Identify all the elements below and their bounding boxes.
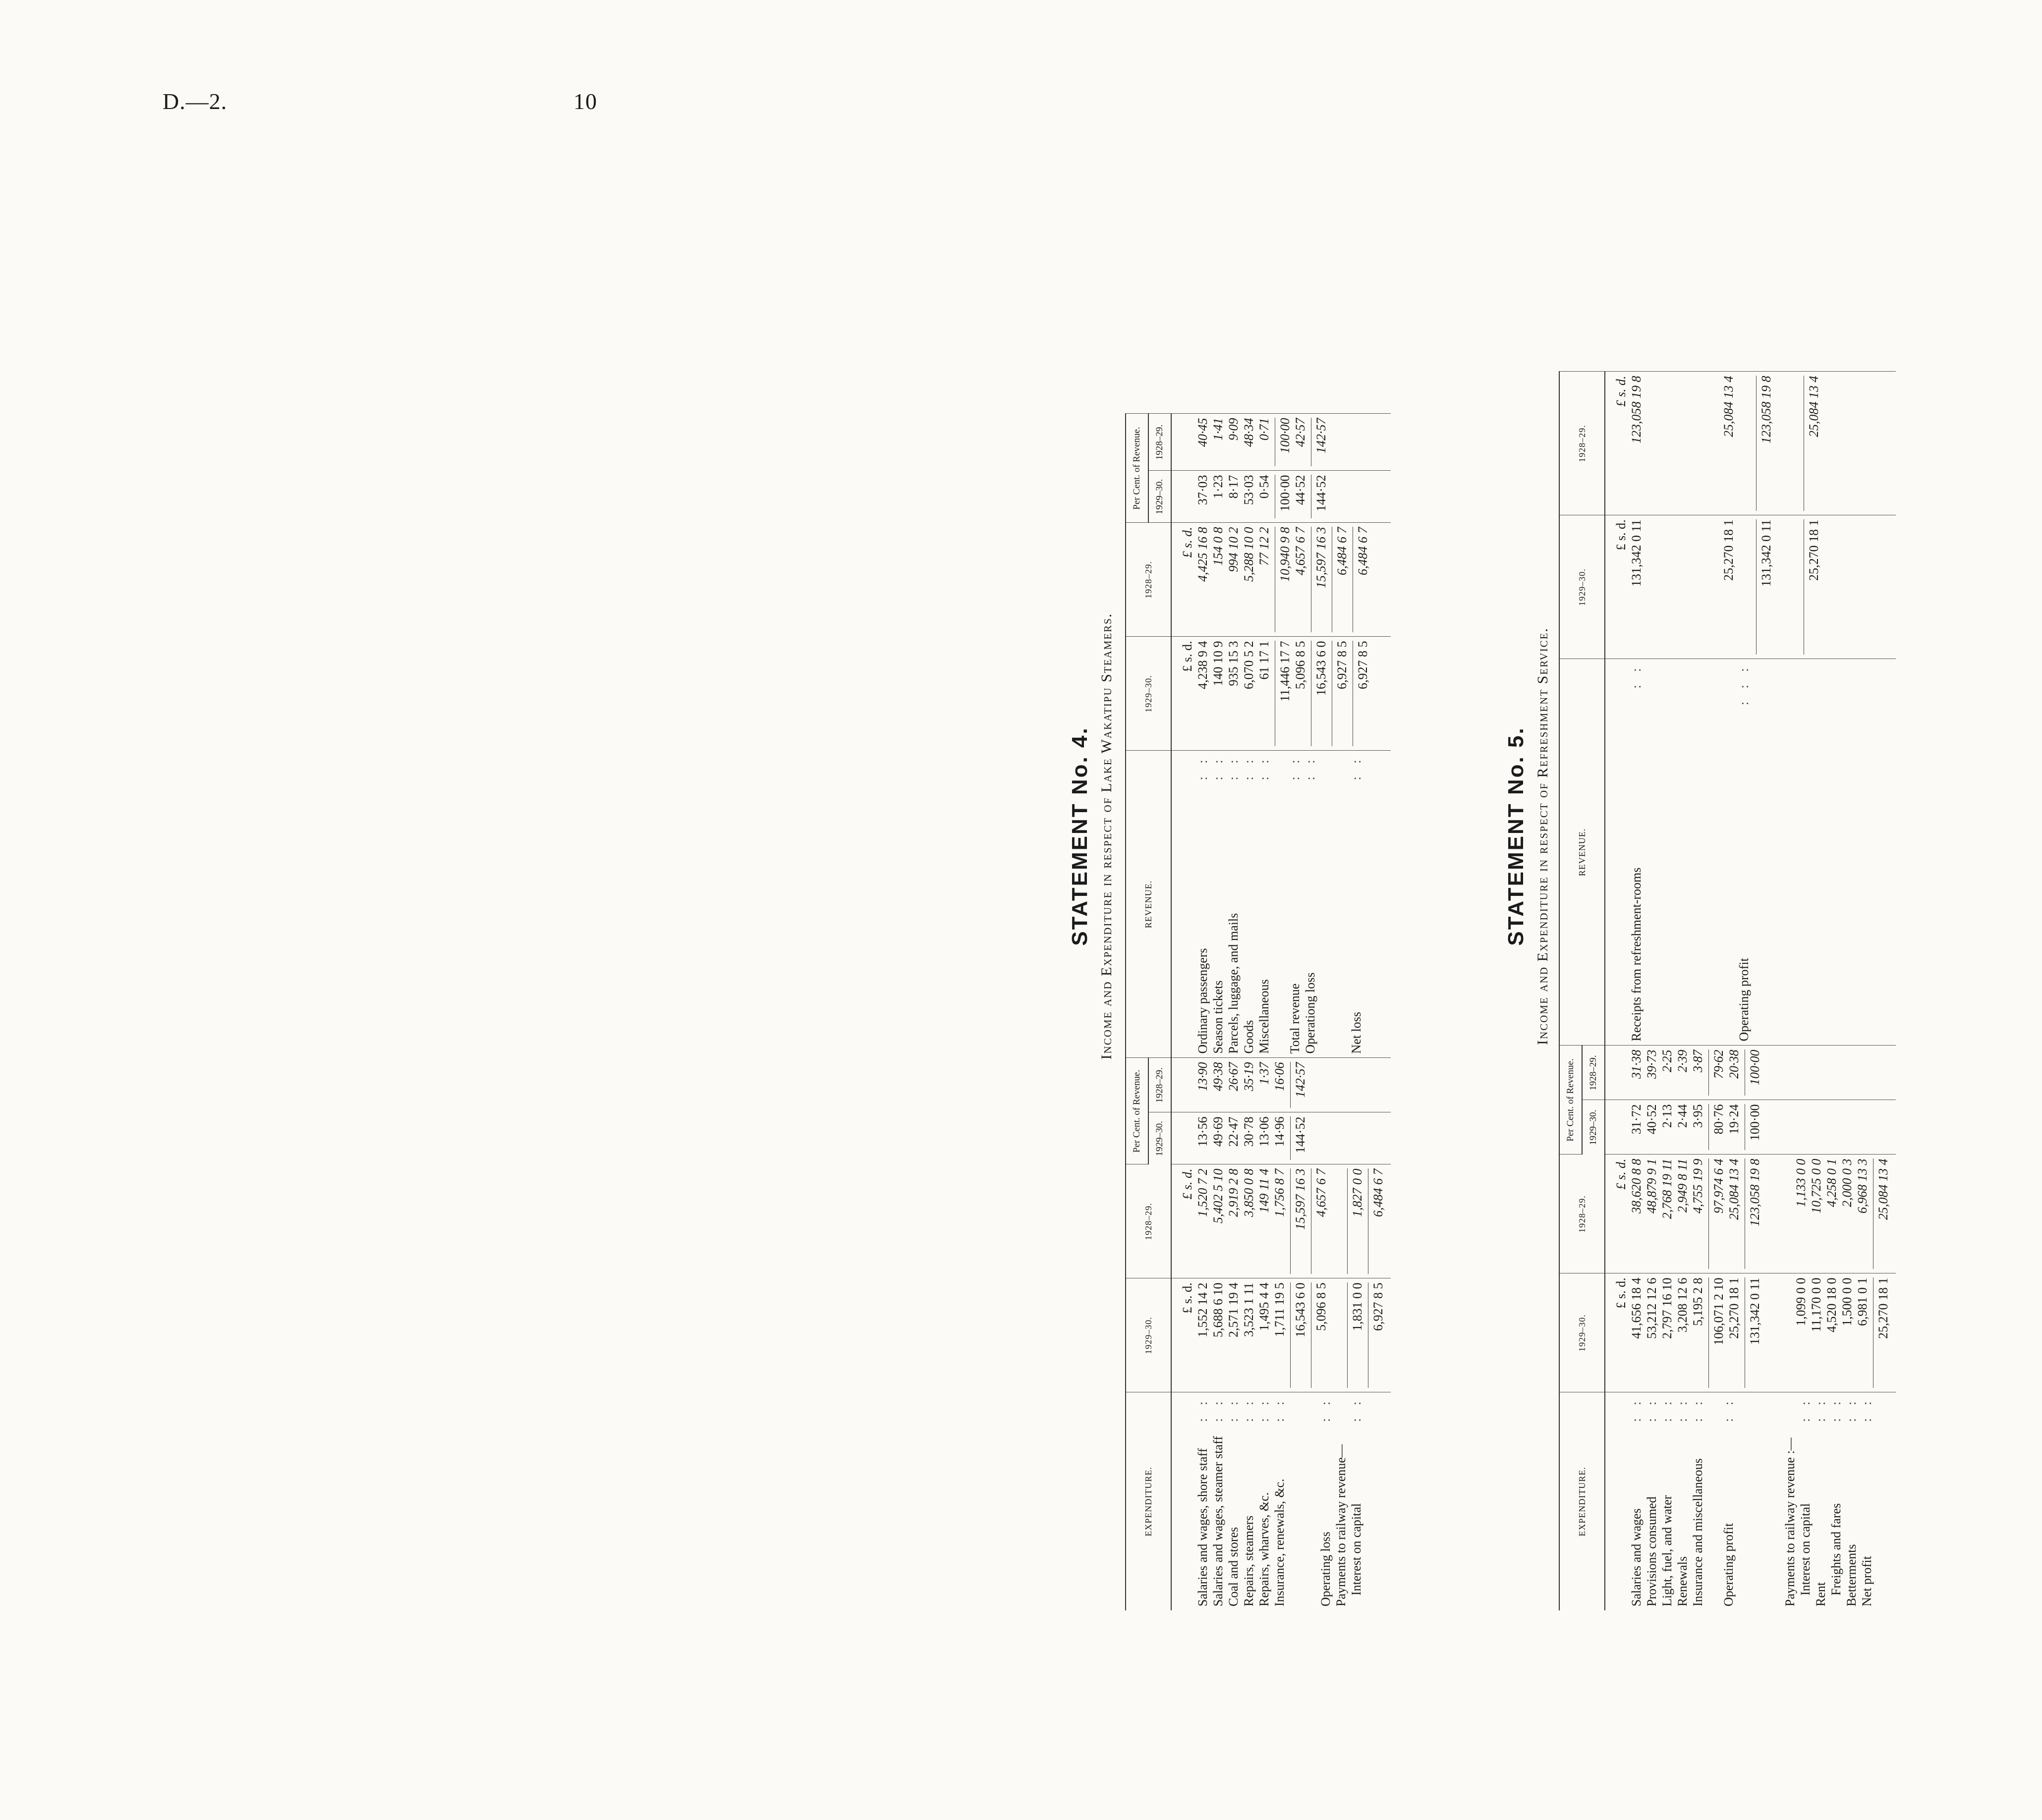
list-item: : : Net loss [1349, 755, 1363, 1054]
expenditure-year-1-5: £ s. d. 41,656 18 4 53,212 12 6 2,797 16 10 3,208 12 6 5,195 2 8 106,071 2 10 25,270 18 1 131,342 0 11 1,099 0 0 11,170 0 0 4,520 18 0 1,500 0 0 6,981 0 1 25,270 18 1 [1605, 1273, 1896, 1392]
statement-5 [1502, 62, 1890, 1610]
col-header-revenue-5: REVENUE. [1559, 659, 1605, 1046]
statement-4-subtitle: Income and Expenditure in respect of Lake Wakatipu Steamers. [1098, 612, 1115, 1060]
expenditure-year-1: £ s. d. 1,552 14 2 5,688 6 10 2,571 19 4 3,523 1 11 1,495 4 4 1,711 19 5 16,543 6 0 5,096 8 5 1,831 0 0 6,927 8 5 [1171, 1278, 1391, 1392]
col-header-rev-pct-year-1: 1929–30. [1148, 471, 1171, 523]
col-header-expenditure-5: EXPENDITURE. [1559, 1392, 1605, 1610]
list-item: Payments to railway revenue :— [1783, 1437, 1797, 1606]
revenue-pct-year-2: 40·45 1·41 9·09 48·34 0·71 100·00 42·57 142·57 [1171, 414, 1391, 471]
col-header-revenue: REVENUE. [1126, 751, 1171, 1058]
statement-5-title: STATEMENT No. 5. [1504, 726, 1528, 946]
col-header-pct-year-2: 1928–29. [1148, 1058, 1171, 1112]
expenditure-year-2: £ s. d. 1,520 7 2 5,402 5 10 2,919 2 8 3,850 0 8 149 11 4 1,756 8 7 15,597 16 3 4,657 6 7 1,827 0 0 6,484 6 7 [1171, 1164, 1391, 1278]
revenue-year-1: £ s. d. 4,238 9 4 140 10 9 935 15 3 6,070 5 2 61 17 1 11,446 17 7 5,096 8 5 16,543 6 0 6,927 8 5 6,927 8 5 [1171, 637, 1391, 751]
list-item: : : Coal and stores [1226, 1396, 1241, 1606]
list-item: : : Repairs, steamers [1242, 1396, 1256, 1606]
list-item: : : Salaries and wages [1629, 1396, 1644, 1606]
list-item: : : Operating profit [1721, 1396, 1736, 1606]
expenditure-labels [1171, 1392, 1391, 1610]
statement-4-title: STATEMENT No. 4. [1068, 726, 1092, 946]
revenue-pct-year-1: 37·03 1·23 8·17 53·03 0·54 100·00 44·52 144·52 [1171, 471, 1391, 523]
revenue-labels [1171, 751, 1391, 1058]
col-header-percent-5: Per Cent. of Revenue. [1559, 1046, 1582, 1155]
list-item: : : Interest on capital [1798, 1396, 1813, 1596]
revenue-labels-5 [1605, 659, 1896, 1046]
expenditure-year-2-5: £ s. d. 38,620 8 8 48,879 9 1 2,768 19 11 2,949 8 11 4,755 19 9 97,974 6 4 25,084 13 4 123,058 19 8 1,133 0 0 10,725 0 0 4,258 0 1 2,000 0 3 6,968 13 3 25,084 13 4 [1605, 1155, 1896, 1273]
page-reference: D.—2. [163, 89, 227, 114]
col-header-rev-year-1: 1929–30. [1126, 637, 1171, 751]
col-header-pct-year-1: 1929–30. [1148, 1112, 1171, 1164]
col-header-year-2-5: 1928–29. [1559, 1155, 1605, 1273]
revenue-year-2: £ s. d. 4,425 16 8 154 0 8 994 10 2 5,288 10 0 77 12 2 10,940 9 8 4,657 6 7 15,597 16 3 6,484 6 7 6,484 6 7 [1171, 523, 1391, 637]
list-item: : : Salaries and wages, steamer staff [1211, 1396, 1225, 1606]
list-item: : : Rent [1814, 1396, 1828, 1606]
list-item: : : Parcels, luggage, and mails [1226, 755, 1241, 1054]
list-item: : : Renewals [1675, 1396, 1690, 1606]
list-item: : : Net profit [1860, 1396, 1874, 1606]
list-item: : : Goods [1242, 755, 1256, 1054]
col-header-rev-pct-year-2: 1928–29. [1148, 414, 1171, 471]
expenditure-pct-year-2-5: 31·38 39·73 2·25 2·39 3·87 79·62 20·38 100·00 [1605, 1046, 1896, 1100]
expenditure-pct-year-2: 13·90 49·38 26·67 35·19 1·37 16·06 142·57 [1171, 1058, 1391, 1112]
expenditure-pct-year-1-5: 31·72 40·52 2·13 2·44 3·95 80·76 19·24 100·00 [1605, 1100, 1896, 1155]
list-item: : : Provisions consumed [1645, 1396, 1659, 1606]
col-header-pct-year-2-5: 1928–29. [1582, 1046, 1605, 1100]
col-header-year-1: 1929–30. [1126, 1278, 1171, 1392]
list-item: : : Salaries and wages, shore staff [1195, 1396, 1210, 1606]
expenditure-labels-5 [1605, 1392, 1896, 1610]
list-item: Payments to railway revenue— [1334, 1444, 1348, 1606]
col-header-rev-year-1-5: 1929–30. [1559, 515, 1605, 659]
list-item: : : Operationg loss [1303, 755, 1317, 1054]
col-header-rev-year-2: 1928–29. [1126, 523, 1171, 637]
list-item: : : Season tickets [1211, 755, 1225, 1054]
list-item: : : Freights and fares [1829, 1396, 1843, 1596]
statement-4 [1066, 62, 1385, 1610]
col-header-pct-year-1-5: 1929–30. [1582, 1100, 1605, 1155]
col-header-rev-year-2-5: 1928–29. [1559, 372, 1605, 515]
list-item: : : : Operating profit [1737, 663, 1751, 1042]
expenditure-pct-year-1: 13·56 49·69 22·47 30·78 13·06 14·96 144·52 [1171, 1112, 1391, 1164]
revenue-year-1-5: £ s. d. 131,342 0 11 25,270 18 1 131,342 0 11 25,270 18 1 [1605, 515, 1896, 659]
col-header-rev-percent: Per Cent. of Revenue. [1126, 414, 1148, 523]
col-header-expenditure: EXPENDITURE. [1126, 1392, 1171, 1610]
statement-5-table [1559, 62, 1896, 1610]
list-item: : : Repairs, wharves, &c. [1257, 1396, 1271, 1606]
statement-4-table [1125, 62, 1391, 1610]
list-item: : : Ordinary passengers [1195, 755, 1210, 1054]
list-item: : : Insurance, renewals, &c. [1272, 1396, 1287, 1606]
col-header-year-2: 1928–29. [1126, 1164, 1171, 1278]
list-item: : : Miscellaneous [1257, 755, 1271, 1054]
rotated-content [1066, 62, 2042, 1610]
statement-5-subtitle: Income and Expenditure in respect of Refreshment Service. [1534, 627, 1551, 1045]
revenue-year-2-5: £ s. d. 123,058 19 8 25,084 13 4 123,058 19 8 25,084 13 4 [1605, 372, 1896, 515]
list-item: : : Operating loss [1318, 1396, 1333, 1606]
list-item: : : Light, fuel, and water [1660, 1396, 1674, 1606]
list-item: : : Insurance and miscellaneous [1691, 1396, 1705, 1606]
list-item: : : Total revenue [1288, 755, 1302, 1054]
list-item: : : Interest on capital [1349, 1396, 1363, 1596]
col-header-year-1-5: 1929–30. [1559, 1273, 1605, 1392]
col-header-percent: Per Cent. of Revenue. [1126, 1058, 1148, 1164]
list-item: : : Receipts from refreshment-rooms [1629, 663, 1644, 1042]
page-number: 10 [573, 89, 597, 114]
list-item: : : Betterments [1844, 1396, 1859, 1606]
